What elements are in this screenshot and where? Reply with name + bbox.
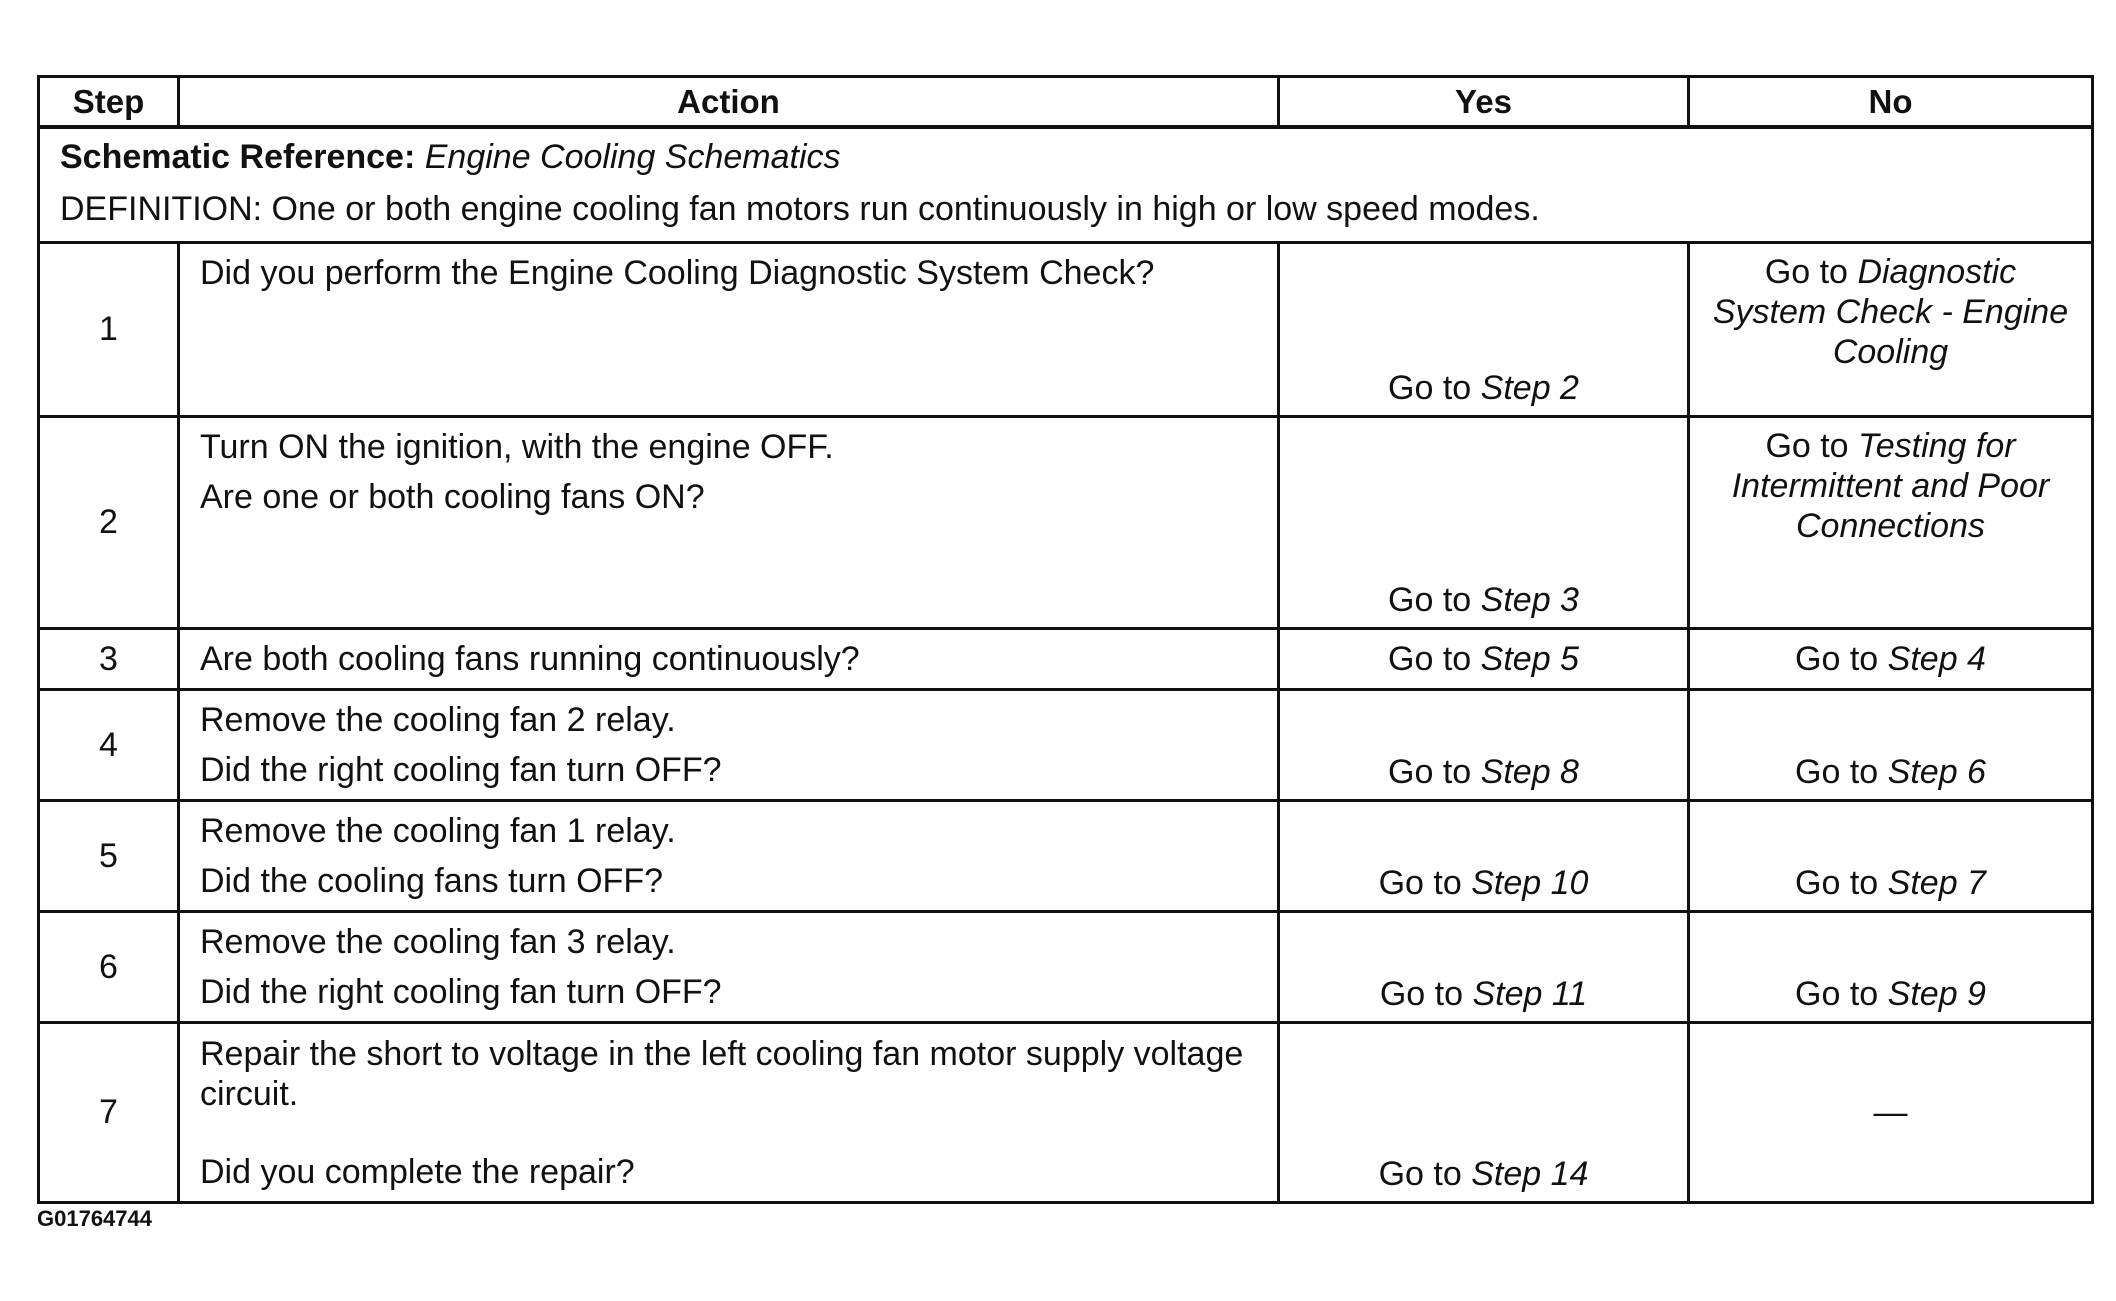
no-target: Step 7	[1887, 864, 1986, 903]
goto-label: Go to	[1765, 427, 1849, 465]
goto-label: Go to	[1388, 581, 1472, 620]
reference-row	[39, 127, 2093, 243]
goto-label: Go to	[1378, 1155, 1462, 1194]
action-question: Did the right cooling fan turn OFF?	[200, 973, 722, 1011]
yes-cell	[1279, 801, 1689, 912]
no-goto[interactable]	[1690, 863, 2091, 904]
yes-goto[interactable]	[1280, 974, 1687, 1015]
no-target: Step 4	[1887, 639, 1986, 678]
no-target: Step 6	[1887, 753, 1986, 792]
schematic-reference	[60, 131, 2071, 183]
action-text: Repair the short to voltage in the left cooling fan motor supply voltage circuit.	[200, 1035, 1244, 1113]
step-number: 5	[39, 801, 179, 912]
goto-label: Go to	[1388, 639, 1472, 678]
step-number: 1	[39, 243, 179, 417]
step-number: 6	[39, 912, 179, 1023]
schematic-reference-link[interactable]: Engine Cooling Schematics	[424, 138, 841, 176]
yes-target: Step 3	[1480, 581, 1579, 620]
header-no: No	[1689, 77, 2093, 128]
no-cell	[1689, 1023, 2093, 1203]
figure-id: G01764744	[37, 1206, 152, 1231]
table-row	[39, 417, 2093, 629]
table-row	[39, 690, 2093, 801]
action-text: Did you perform the Engine Cooling Diagnostic System Check?	[200, 254, 1155, 292]
goto-label: Go to	[1795, 864, 1879, 903]
action-text: Remove the cooling fan 1 relay.	[200, 812, 676, 850]
yes-cell	[1279, 417, 1689, 629]
no-goto[interactable]	[1690, 418, 2091, 546]
yes-cell	[1279, 912, 1689, 1023]
yes-target: Step 11	[1472, 975, 1588, 1014]
no-target: Diagnostic System Check - Engine Cooling	[1712, 253, 2069, 371]
action-cell	[179, 912, 1279, 1023]
yes-target: Step 8	[1480, 753, 1579, 792]
no-dash: —	[1873, 1093, 1908, 1132]
goto-label: Go to	[1379, 975, 1464, 1014]
yes-target: Step 2	[1480, 369, 1579, 408]
table-row	[39, 1023, 2093, 1203]
yes-goto[interactable]	[1280, 1154, 1687, 1195]
no-cell	[1689, 912, 2093, 1023]
action-question: Did you complete the repair?	[200, 1153, 635, 1191]
yes-cell	[1279, 690, 1689, 801]
goto-label: Go to	[1764, 253, 1848, 291]
goto-label: Go to	[1795, 975, 1879, 1014]
action-question: Did the cooling fans turn OFF?	[200, 862, 664, 900]
no-cell	[1689, 801, 2093, 912]
no-goto[interactable]	[1795, 640, 1986, 678]
table-row	[39, 243, 2093, 417]
yes-goto[interactable]	[1388, 640, 1579, 678]
no-goto[interactable]	[1690, 974, 2091, 1015]
action-cell	[179, 1023, 1279, 1203]
yes-goto[interactable]	[1280, 752, 1687, 793]
action-cell	[179, 690, 1279, 801]
yes-target: Step 14	[1471, 1155, 1589, 1194]
table-header-row	[39, 77, 2093, 128]
header-yes: Yes	[1279, 77, 1689, 128]
step-number: 3	[39, 629, 179, 690]
step-number: 7	[39, 1023, 179, 1203]
goto-label: Go to	[1795, 639, 1879, 678]
no-cell	[1689, 690, 2093, 801]
goto-label: Go to	[1388, 369, 1472, 408]
table-row	[39, 629, 2093, 690]
yes-cell	[1279, 243, 1689, 417]
action-text: Are both cooling fans running continuously?	[200, 640, 860, 678]
yes-goto[interactable]	[1280, 580, 1687, 621]
header-step: Step	[39, 77, 179, 128]
no-target: Step 9	[1887, 975, 1986, 1014]
table-row	[39, 801, 2093, 912]
yes-target: Step 10	[1471, 864, 1589, 903]
yes-goto[interactable]	[1280, 863, 1687, 904]
reference-cell	[39, 127, 2093, 243]
goto-label: Go to	[1378, 864, 1462, 903]
schematic-reference-label: Schematic Reference:	[60, 138, 416, 176]
action-question: Did the right cooling fan turn OFF?	[200, 751, 722, 789]
action-cell	[179, 243, 1279, 417]
header-action: Action	[179, 77, 1279, 128]
step-number: 2	[39, 417, 179, 629]
yes-cell	[1279, 629, 1689, 690]
action-cell	[179, 801, 1279, 912]
no-cell	[1689, 243, 2093, 417]
action-text: Remove the cooling fan 2 relay.	[200, 701, 676, 739]
yes-goto[interactable]	[1280, 368, 1687, 409]
no-cell	[1689, 629, 2093, 690]
diagnostic-table	[37, 75, 2094, 1204]
table-row	[39, 912, 2093, 1023]
step-number: 4	[39, 690, 179, 801]
definition-text: DEFINITION: One or both engine cooling fan motors run continuously in high or low speed modes.	[60, 190, 1540, 228]
no-goto[interactable]	[1690, 244, 2091, 372]
no-cell	[1689, 417, 2093, 629]
action-cell	[179, 629, 1279, 690]
no-goto[interactable]	[1690, 752, 2091, 793]
action-question: Are one or both cooling fans ON?	[200, 478, 705, 516]
goto-label: Go to	[1388, 753, 1472, 792]
action-text: Remove the cooling fan 3 relay.	[200, 923, 676, 961]
yes-target: Step 5	[1480, 639, 1579, 678]
action-text: Turn ON the ignition, with the engine OFF.	[200, 428, 834, 466]
no-target: Testing for Intermittent and Poor Connections	[1731, 427, 2050, 545]
yes-cell	[1279, 1023, 1689, 1203]
action-cell	[179, 417, 1279, 629]
goto-label: Go to	[1795, 753, 1879, 792]
